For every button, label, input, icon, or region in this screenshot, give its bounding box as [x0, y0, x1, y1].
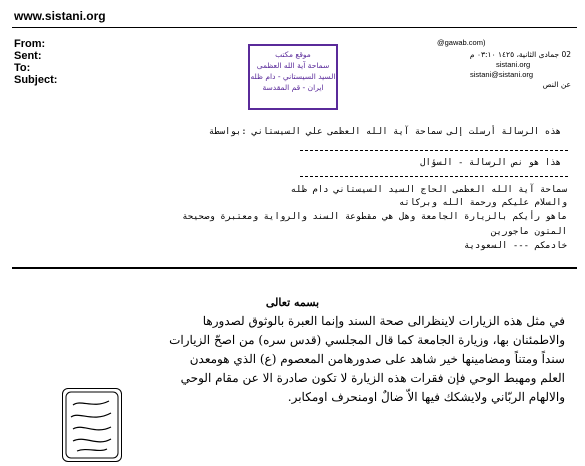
answer-line: سنداً ومتناً ومضامينها خير شاهد على صدورهامن المعصوم (ع) الذي هومعدن	[189, 352, 565, 366]
message-signature: خادمكم --- السعودية	[464, 241, 567, 251]
to-label: To:	[14, 62, 31, 74]
message-question-heading: هذا هو نص الرسالة - السؤال	[420, 158, 561, 168]
office-stamp	[248, 44, 338, 110]
message-intro: هذه الرسالة أرسلت إلى سماحة آية الله العظمى علي السيستاني :بواسطة	[208, 127, 561, 137]
to-value: sistani.org	[496, 60, 531, 69]
answer-bismillah: بسمه تعالى	[265, 296, 320, 309]
stamp-line: موقع مكتب	[275, 50, 311, 59]
dashed-divider	[300, 150, 568, 151]
seal-graphic	[63, 389, 121, 461]
message-question: ماهو رأيكم بالزيارة الجامعة وهل هي مقطوعة السند والرواية ومعتبرة وصحيحة	[182, 212, 567, 222]
sent-label: Sent:	[14, 50, 42, 62]
answer-line: والالهام الربّاني ولايشكك فيها الاّ ضالٌ اومنحرف اومكابر.	[287, 390, 565, 404]
section-divider	[12, 267, 577, 269]
subject-label: Subject:	[14, 74, 58, 86]
from-label: From:	[14, 38, 46, 50]
dashed-divider	[300, 176, 568, 177]
stamp-line: ايران - قم المقدسة	[262, 83, 324, 92]
answer-line: والاطمئنان بها، وزيارة الجامعة كما قال المجلسي (قدس سره) من اصحّ الزيارات	[169, 333, 565, 347]
subject-value: عن النص	[542, 80, 571, 89]
message-salutation: والسلام عليكم ورحمة الله وبركاته	[399, 198, 567, 208]
answer-line: في مثل هذه الزيارات لاينظرالى صحة السند وإنما العبرة بالوثوق لصدورها	[202, 314, 565, 328]
office-seal	[62, 388, 122, 462]
stamp-line: السيد السيستاني - دام ظله	[250, 72, 336, 81]
header-divider	[12, 27, 577, 28]
message-greeting: سماحة آية الله العظمى الحاج السيد السيستاني دام ظله	[290, 185, 567, 195]
sent-value: 02 جمادى الثانية، ١٤٢٥ ٠٣:١٠ م	[469, 50, 571, 59]
stamp-line: سماحة آية الله العظمى	[256, 61, 330, 70]
to-value-2: sistani@sistani.org	[470, 70, 534, 79]
from-value: @gawab.com)	[437, 38, 486, 47]
message-question-cont: المتون ماجورين	[491, 227, 567, 237]
answer-line: العلم ومهبط الوحي فإن فقرات هذه الزيارة لا تكون صادرة الا عن مقام الوحي	[180, 371, 565, 385]
site-url: www.sistani.org	[14, 9, 106, 23]
